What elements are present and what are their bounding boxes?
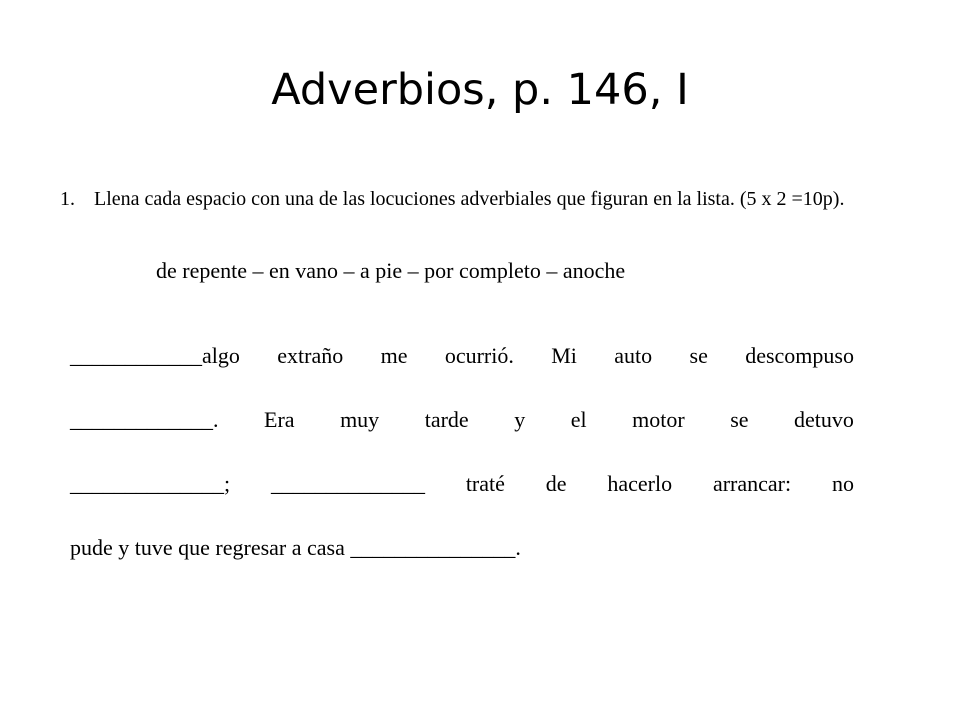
exercise-word: el	[570, 407, 587, 432]
exercise-word: ______________	[270, 471, 425, 496]
instruction-number: 1.	[60, 188, 75, 210]
exercise-word: muy	[340, 407, 380, 432]
exercise-line	[70, 398, 854, 462]
exercise-word: motor	[632, 407, 685, 432]
exercise-word: arrancar:	[712, 471, 792, 496]
exercise-word: tarde	[424, 407, 469, 432]
exercise-word: traté	[465, 471, 505, 496]
exercise-word: pude y tuve que regresar a casa _______________.	[70, 535, 521, 560]
exercise-word: se	[730, 407, 749, 432]
exercise-word: auto	[614, 343, 653, 368]
exercise-word: ____________algo	[70, 343, 240, 368]
exercise-paragraph	[70, 334, 854, 590]
word-list: de repente – en vano – a pie – por completo – anoche	[156, 258, 626, 283]
exercise-word: se	[689, 343, 708, 368]
exercise-line	[70, 334, 854, 398]
exercise-word: ______________;	[70, 471, 231, 496]
exercise-word: ocurrió.	[444, 343, 514, 368]
exercise-word: me	[380, 343, 408, 368]
instruction-text: Llena cada espacio con una de las locuciones adverbiales que figuran en la lista. (5 x 2 =10p).	[94, 188, 845, 210]
exercise-word: y	[514, 407, 526, 432]
exercise-word: hacerlo	[607, 471, 673, 496]
exercise-word: no	[831, 471, 854, 496]
exercise-word: Era	[264, 407, 295, 432]
exercise-word: Mi	[551, 343, 577, 368]
exercise-word: descompuso	[745, 343, 854, 368]
exercise-line	[70, 526, 854, 590]
exercise-word: _____________.	[70, 407, 219, 432]
exercise-word: detuvo	[794, 407, 854, 432]
exercise-word: de	[545, 471, 567, 496]
slide-title: Adverbios, p. 146, I	[271, 65, 689, 115]
exercise-word: extraño	[277, 343, 344, 368]
exercise-line	[70, 462, 854, 526]
